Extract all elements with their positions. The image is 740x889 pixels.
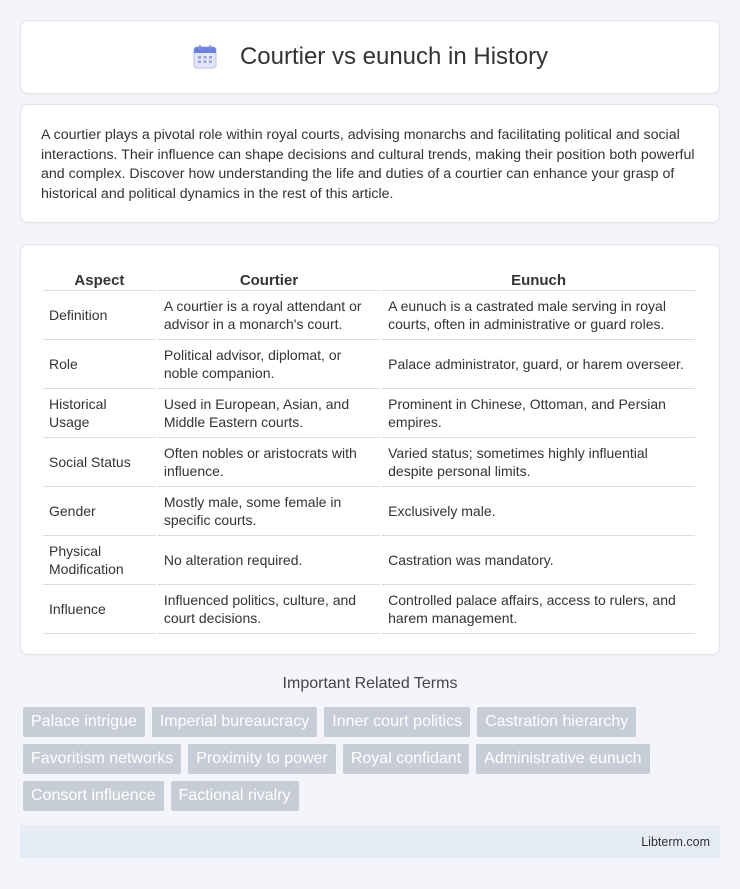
aspect-cell: Social Status [43, 438, 156, 487]
table-row [43, 487, 695, 536]
aspect-cell: Role [43, 340, 156, 389]
aspect-cell: Physical Modification [43, 536, 156, 585]
footer-site-link[interactable]: Libterm.com [641, 834, 710, 849]
courtier-cell: A courtier is a royal attendant or advisor in a monarch's court. [158, 291, 380, 340]
header-eunuch: Eunuch [382, 267, 695, 291]
table-row [43, 291, 695, 340]
table-row [43, 340, 695, 389]
table-row [43, 389, 695, 438]
courtier-cell: No alteration required. [158, 536, 380, 585]
header-courtier: Courtier [158, 267, 380, 291]
courtier-cell: Often nobles or aristocrats with influence. [158, 438, 380, 487]
page-title: Courtier vs eunuch in History [239, 43, 549, 70]
related-term-tag[interactable]: Palace intrigue [23, 707, 145, 737]
aspect-cell: Influence [43, 585, 156, 634]
comparison-card [20, 244, 720, 655]
related-term-tag[interactable]: Factional rivalry [171, 781, 299, 811]
header-card [20, 20, 720, 94]
intro-card [20, 104, 720, 223]
related-terms-list [23, 707, 723, 818]
courtier-cell: Political advisor, diplomat, or noble companion. [158, 340, 380, 389]
eunuch-cell: Varied status; sometimes highly influential despite personal limits. [382, 438, 695, 487]
related-term-tag[interactable]: Proximity to power [188, 744, 336, 774]
aspect-cell: Definition [43, 291, 156, 340]
calendar-icon [192, 44, 218, 70]
aspect-cell: Historical Usage [43, 389, 156, 438]
related-term-tag[interactable]: Consort influence [23, 781, 164, 811]
related-term-tag[interactable]: Imperial bureaucracy [152, 707, 317, 737]
table-row [43, 585, 695, 634]
footer [20, 825, 720, 858]
eunuch-cell: Palace administrator, guard, or harem overseer. [382, 340, 695, 389]
table-row [43, 438, 695, 487]
table-row [43, 536, 695, 585]
table-header-row [43, 267, 695, 291]
eunuch-cell: Exclusively male. [382, 487, 695, 536]
courtier-cell: Used in European, Asian, and Middle Eastern courts. [158, 389, 380, 438]
header-aspect: Aspect [43, 267, 156, 291]
aspect-cell: Gender [43, 487, 156, 536]
intro-text: A courtier plays a pivotal role within royal courts, advising monarchs and facilitating political and social interactions. Their influence can shape decisions and cultural trends, making their position both powerful and complex. Discover how understanding the life and duties of a courtier can enhance your grasp of historical and political dynamics in the rest of this article. [41, 127, 695, 202]
related-terms-title: Important Related Terms [282, 675, 458, 692]
eunuch-cell: A eunuch is a castrated male serving in royal courts, often in administrative or guard roles. [382, 291, 695, 340]
related-term-tag[interactable]: Administrative eunuch [476, 744, 649, 774]
related-term-tag[interactable]: Royal confidant [343, 744, 469, 774]
related-term-tag[interactable]: Favoritism networks [23, 744, 181, 774]
comparison-table [41, 267, 697, 634]
eunuch-cell: Prominent in Chinese, Ottoman, and Persian empires. [382, 389, 695, 438]
related-term-tag[interactable]: Castration hierarchy [477, 707, 636, 737]
eunuch-cell: Castration was mandatory. [382, 536, 695, 585]
header [192, 43, 548, 71]
courtier-cell: Influenced politics, culture, and court decisions. [158, 585, 380, 634]
related-term-tag[interactable]: Inner court politics [324, 707, 470, 737]
eunuch-cell: Controlled palace affairs, access to rulers, and harem management. [382, 585, 695, 634]
courtier-cell: Mostly male, some female in specific courts. [158, 487, 380, 536]
